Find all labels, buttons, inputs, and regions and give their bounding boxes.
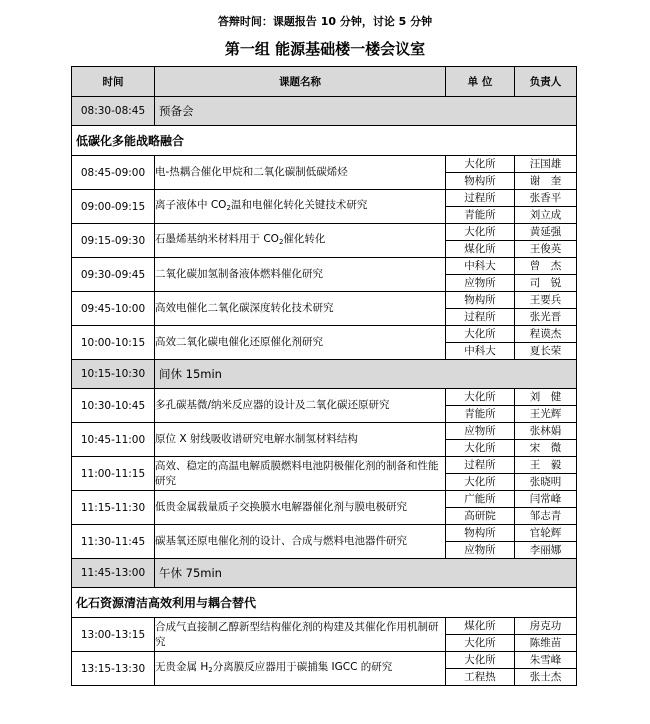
row-person: 黄延强 xyxy=(515,224,577,241)
row-time: 09:15-09:30 xyxy=(72,224,155,258)
break-row xyxy=(72,360,577,389)
row-org: 青能所 xyxy=(446,406,515,423)
row-org: 大化所 xyxy=(446,440,515,457)
table-row xyxy=(72,156,577,173)
row-org: 广能所 xyxy=(446,491,515,508)
row-org: 应物所 xyxy=(446,423,515,440)
row-org: 煤化所 xyxy=(446,241,515,258)
row-person: 曾 杰 xyxy=(515,258,577,275)
break-label: 间休 15min xyxy=(155,360,577,389)
row-org: 工程热 xyxy=(446,669,515,686)
row-topic: 原位 X 射线吸收谱研究电解水制氢材料结构 xyxy=(155,423,446,457)
table-row xyxy=(72,457,577,474)
row-person: 王光辉 xyxy=(515,406,577,423)
row-time: 09:45-10:00 xyxy=(72,292,155,326)
row-org: 煤化所 xyxy=(446,618,515,635)
row-org: 应物所 xyxy=(446,275,515,292)
section-title: 化石资源清洁高效利用与耦合替代 xyxy=(72,588,577,618)
row-person: 闫常峰 xyxy=(515,491,577,508)
table-row xyxy=(72,292,577,309)
row-org: 物构所 xyxy=(446,292,515,309)
break-time: 10:15-10:30 xyxy=(72,360,155,389)
row-org: 中科大 xyxy=(446,343,515,360)
row-topic: 低贵金属载量质子交换膜水电解器催化剂与膜电极研究 xyxy=(155,491,446,525)
row-topic: 碳基氧还原电催化剂的设计、合成与燃料电池器件研究 xyxy=(155,525,446,559)
table-row xyxy=(72,224,577,241)
table-row xyxy=(72,389,577,406)
section-title: 低碳化多能战略融合 xyxy=(72,126,577,156)
break-time: 11:45-13:00 xyxy=(72,559,155,588)
row-person: 张士杰 xyxy=(515,669,577,686)
table-row xyxy=(72,190,577,207)
row-person: 张香平 xyxy=(515,190,577,207)
row-topic: 高效二氧化碳电催化还原催化剂研究 xyxy=(155,326,446,360)
row-person: 夏长荣 xyxy=(515,343,577,360)
prep-time: 08:30-08:45 xyxy=(72,97,155,126)
row-org: 大化所 xyxy=(446,326,515,343)
row-org: 青能所 xyxy=(446,207,515,224)
row-org: 应物所 xyxy=(446,542,515,559)
row-person: 张光晋 xyxy=(515,309,577,326)
row-topic: 石墨烯基纳米材料用于 $CO_2$催化转化 xyxy=(155,224,446,258)
row-person: 汪国雄 xyxy=(515,156,577,173)
table-row xyxy=(72,652,577,669)
row-org: 物构所 xyxy=(446,173,515,190)
schedule-table xyxy=(71,66,577,686)
col-header-time: 时间 xyxy=(72,67,155,97)
row-org: 大化所 xyxy=(446,635,515,652)
row-org: 过程所 xyxy=(446,190,515,207)
row-topic: 电-热耦合催化甲烷和二氧化碳制低碳烯烃 xyxy=(155,156,446,190)
section-row xyxy=(72,588,577,618)
col-header-topic: 课题名称 xyxy=(155,67,446,97)
table-row xyxy=(72,326,577,343)
row-person: 李丽娜 xyxy=(515,542,577,559)
row-topic: 高效、稳定的高温电解质膜燃料电池阴极催化剂的制备和性能研究 xyxy=(155,457,446,491)
group-title: 第一组 能源基础楼一楼会议室 xyxy=(224,40,426,58)
row-person: 司 锐 xyxy=(515,275,577,292)
row-person: 宋 微 xyxy=(515,440,577,457)
col-header-person: 负责人 xyxy=(515,67,577,97)
row-org: 大化所 xyxy=(446,389,515,406)
row-person: 张林娟 xyxy=(515,423,577,440)
row-person: 朱雪峰 xyxy=(515,652,577,669)
row-time: 10:30-10:45 xyxy=(72,389,155,423)
row-topic: 多孔碳基微/纳米反应器的设计及二氧化碳还原研究 xyxy=(155,389,446,423)
table-row xyxy=(72,423,577,440)
row-time: 11:30-11:45 xyxy=(72,525,155,559)
table-header-row xyxy=(72,67,577,97)
row-person: 刘 健 xyxy=(515,389,577,406)
row-topic: 合成气直接制乙醇新型结构催化剂的构建及其催化作用机制研究 xyxy=(155,618,446,652)
row-time: 09:00-09:15 xyxy=(72,190,155,224)
row-person: 王俊英 xyxy=(515,241,577,258)
row-time: 08:45-09:00 xyxy=(72,156,155,190)
row-person: 王 毅 xyxy=(515,457,577,474)
row-time: 10:45-11:00 xyxy=(72,423,155,457)
table-row xyxy=(72,525,577,542)
row-person: 程谟杰 xyxy=(515,326,577,343)
row-org: 大化所 xyxy=(446,224,515,241)
row-person: 陈维苗 xyxy=(515,635,577,652)
prep-row xyxy=(72,97,577,126)
row-person: 邹志青 xyxy=(515,508,577,525)
row-org: 高研院 xyxy=(446,508,515,525)
row-org: 大化所 xyxy=(446,652,515,669)
table-row xyxy=(72,618,577,635)
row-time: 13:15-13:30 xyxy=(72,652,155,686)
section-row xyxy=(72,126,577,156)
prep-label: 预备会 xyxy=(155,97,577,126)
row-org: 大化所 xyxy=(446,156,515,173)
row-topic: 无贵金属 $H_2$分离膜反应器用于碳捕集 IGCC 的研究 xyxy=(155,652,446,686)
row-person: 张晓明 xyxy=(515,474,577,491)
row-person: 房克功 xyxy=(515,618,577,635)
row-person: 谢 奎 xyxy=(515,173,577,190)
row-topic: 离子液体中 $CO_2$温和电催化转化关键技术研究 xyxy=(155,190,446,224)
row-org: 过程所 xyxy=(446,309,515,326)
row-person: 刘立成 xyxy=(515,207,577,224)
table-row xyxy=(72,258,577,275)
row-person: 王要兵 xyxy=(515,292,577,309)
row-topic: 二氧化碳加氢制备液体燃料催化研究 xyxy=(155,258,446,292)
row-time: 11:00-11:15 xyxy=(72,457,155,491)
row-org: 中科大 xyxy=(446,258,515,275)
table-row xyxy=(72,491,577,508)
row-time: 13:00-13:15 xyxy=(72,618,155,652)
row-org: 过程所 xyxy=(446,457,515,474)
row-org: 物构所 xyxy=(446,525,515,542)
col-header-org: 单 位 xyxy=(446,67,515,97)
break-label: 午休 75min xyxy=(155,559,577,588)
row-topic: 高效电催化二氧化碳深度转化技术研究 xyxy=(155,292,446,326)
row-time: 11:15-11:30 xyxy=(72,491,155,525)
break-row xyxy=(72,559,577,588)
defense-time-note: 答辩时间：课题报告 10 分钟，讨论 5 分钟 xyxy=(217,15,433,28)
row-org: 大化所 xyxy=(446,474,515,491)
row-time: 10:00-10:15 xyxy=(72,326,155,360)
row-time: 09:30-09:45 xyxy=(72,258,155,292)
row-person: 官轮辉 xyxy=(515,525,577,542)
